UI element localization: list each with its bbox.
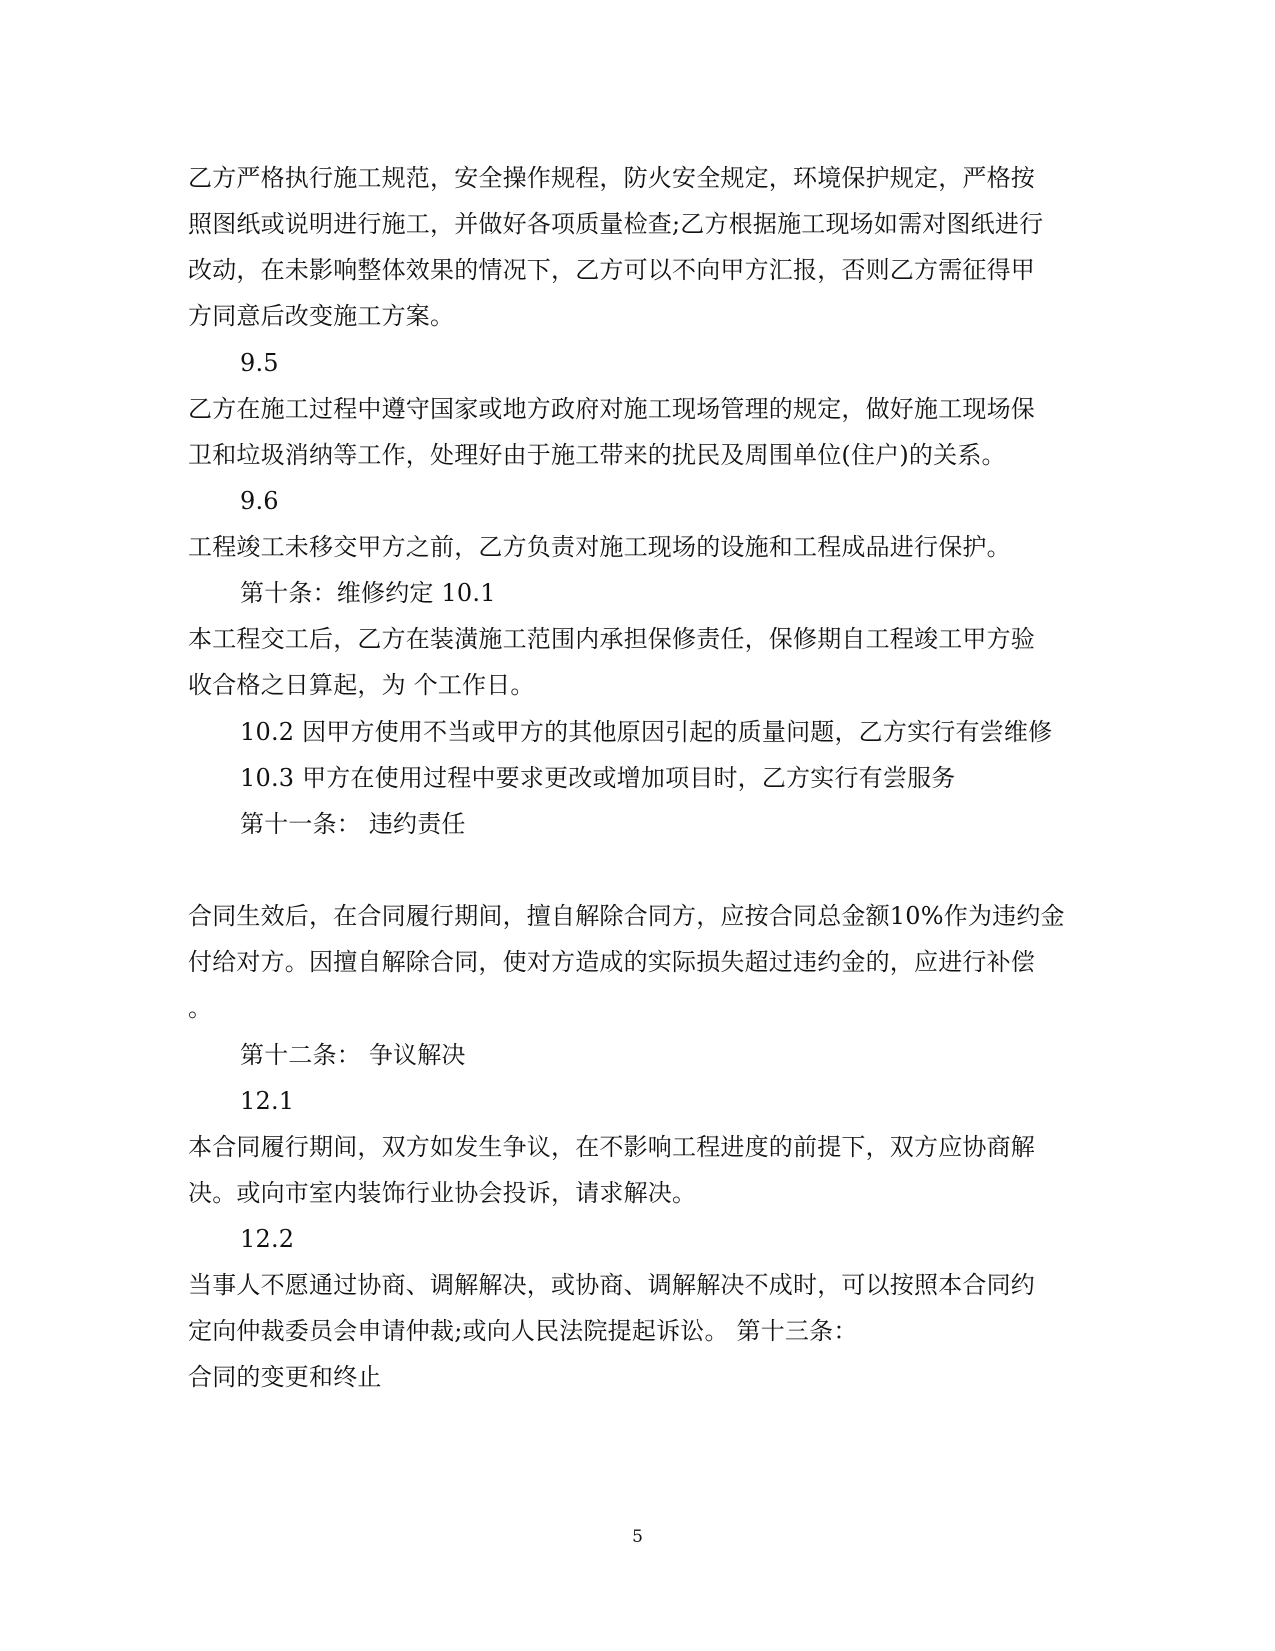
text-line: 合同的变更和终止 — [188, 1363, 382, 1391]
section-number: 9.6 — [240, 487, 279, 515]
text-line: 合同生效后，在合同履行期间，擅自解除合同方，应按合同总金额10%作为违约金 — [188, 902, 1065, 930]
text-line: 照图纸或说明进行施工，并做好各项质量检查;乙方根据施工现场如需对图纸进行 — [188, 210, 1044, 238]
section-number: 12.2 — [240, 1225, 295, 1253]
text-line: 决。或向市室内装饰行业协会投诉，请求解决。 — [188, 1179, 697, 1207]
page-number: 5 — [632, 1527, 643, 1547]
text-line: 10.3 甲方在使用过程中要求更改或增加项目时，乙方实行有尝服务 — [240, 764, 956, 792]
text-line: 10.2 因甲方使用不当或甲方的其他原因引起的质量问题，乙方实行有尝维修 — [240, 718, 1053, 746]
text-line: 工程竣工未移交甲方之前，乙方负责对施工现场的设施和工程成品进行保护。 — [188, 533, 1011, 561]
text-line: 定向仲裁委员会申请仲裁;或向人民法院提起诉讼。 第十三条： — [188, 1317, 858, 1345]
text-line: 乙方在施工过程中遵守国家或地方政府对施工现场管理的规定，做好施工现场保 — [188, 395, 1035, 423]
text-line: 本工程交工后，乙方在装潢施工范围内承担保修责任，保修期自工程竣工甲方验 — [188, 625, 1035, 653]
text-line: 。 — [188, 994, 213, 1022]
text-line: 改动，在未影响整体效果的情况下，乙方可以不向甲方汇报，否则乙方需征得甲 — [188, 256, 1035, 284]
section-number: 9.5 — [240, 349, 279, 377]
text-line: 收合格之日算起，为 个工作日。 — [188, 671, 535, 699]
text-line: 付给对方。因擅自解除合同，使对方造成的实际损失超过违约金的，应进行补偿 — [188, 948, 1035, 976]
article-heading: 第十条：维修约定 10.1 — [240, 579, 496, 607]
article-heading: 第十一条： 违约责任 — [240, 810, 466, 838]
article-heading: 第十二条： 争议解决 — [240, 1041, 466, 1069]
text-line: 当事人不愿通过协商、调解解决，或协商、调解解决不成时，可以按照本合同约 — [188, 1271, 1035, 1299]
text-line: 乙方严格执行施工规范，安全操作规程，防火安全规定，环境保护规定，严格按 — [188, 164, 1035, 192]
text-line: 卫和垃圾消纳等工作，处理好由于施工带来的扰民及周围单位(住户)的关系。 — [188, 441, 1006, 469]
section-number: 12.1 — [240, 1087, 295, 1115]
text-line: 方同意后改变施工方案。 — [188, 302, 455, 330]
text-line: 本合同履行期间，双方如发生争议，在不影响工程进度的前提下，双方应协商解 — [188, 1133, 1035, 1161]
